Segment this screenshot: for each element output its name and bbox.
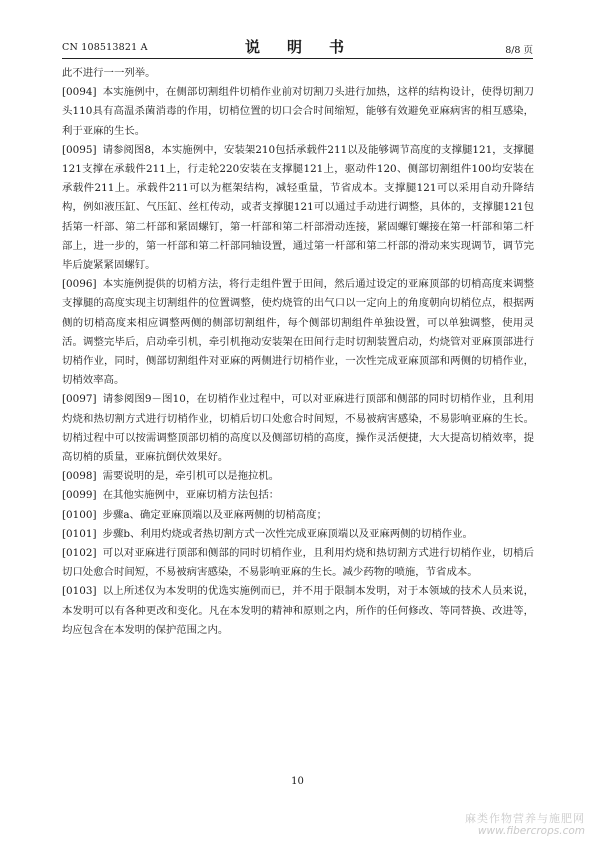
document-body — [62, 64, 534, 640]
paragraph-text: 本实施例中，在侧部切割组件切梢作业前对切割刀头进行加热，这样的结构设计，使得切割刀头110具有高温杀菌消毒的作用，切梢位置的切口会合时间缩短，能够有效避免亚麻病害的相互感染，利于亚麻的生长。 — [62, 86, 534, 137]
paragraph-text: 可以对亚麻进行顶部和侧部的同时切梢作业，且利用灼烧和热切割方式进行切梢作业，切梢后切口处愈合时间短，不易被病害感染，不易影响亚麻的生长。减少药物的喷施，节省成本。 — [62, 547, 534, 579]
page-reference: 8/8 页 — [505, 45, 533, 56]
paragraph-number: [0099] — [62, 489, 97, 502]
paragraph-0102 — [62, 544, 534, 582]
site-watermark — [447, 812, 585, 838]
paragraph-0101 — [62, 525, 534, 544]
publication-number: CN 108513821 A — [62, 42, 148, 53]
paragraph-text: 请参阅图8，本实施例中，安装架210包括承载件211以及能够调节高度的支撑腿121，支撑腿121支撑在承载件211上，行走轮220安装在支撑腿121上，驱动件120、侧部切割组件100均安装在承载件211上。承载件211可以为框架结构，减轻重量，节省成本。支撑腿121可以采用自动升降结构，例如液压缸、气压缸、丝杠传动，或者支撑腿121可以通过手动进行调整，具体的，支撑腿121包括第一杆部、第二杆部和紧固螺钉，第一杆部和第二杆部滑动连接，紧固螺钉螺接在第一杆部和第二杆部上，进一步的，第一杆部和第二杆部同轴设置，通过第一杆部和第二杆部的滑动来实现调节，调节完毕后旋紧紧固螺钉。 — [62, 143, 534, 272]
paragraph-0095 — [62, 141, 534, 275]
paragraph-continuation — [62, 64, 534, 83]
paragraph-text: 步骤a、确定亚麻顶端以及亚麻两侧的切梢高度； — [102, 508, 327, 521]
page-number: 10 — [291, 776, 304, 787]
paragraph-0100 — [62, 506, 534, 525]
paragraph-text: 此不进行一一列举。 — [62, 67, 156, 79]
paragraph-0096 — [62, 275, 534, 390]
paragraph-0099 — [62, 486, 534, 505]
document-title: 说 明 书 — [244, 38, 350, 56]
paragraph-number: [0101] — [62, 527, 97, 540]
page-header — [62, 34, 533, 59]
watermark-site-name: 麻类作物营养与施肥网 — [465, 812, 585, 825]
paragraph-text: 请参阅图9－图10，在切梢作业过程中，可以对亚麻进行顶部和侧部的同时切梢作业，且利用灼烧和热切割方式进行切梢作业，切梢后切口处愈合时间短，不易被病害感染，不易影响亚麻的生长。切梢过程中可以按需调整顶部切梢的高度以及侧部切梢的高度，操作灵活便捷，大大提高切梢效率，提高切梢的质量，亚麻抗倒伏效果好。 — [62, 393, 534, 464]
paragraph-text: 在其他实施例中，亚麻切梢方法包括： — [102, 489, 280, 502]
paragraph-text: 需要说明的是，牵引机可以是拖拉机。 — [102, 470, 280, 483]
paragraph-text: 本实施例提供的切梢方法，将行走组件置于田间，然后通过设定的亚麻顶部的切梢高度来调整支撑腿的高度实现主切割组件的位置调整，使灼烧管的出气口以一定向上的角度朝向切梢位点，根据两侧的切梢高度来相应调整两侧的侧部切割组件，每个侧部切割组件单独设置，可以单独调整，使用灵活。调整完毕后，启动牵引机，牵引机拖动安装架在田间行走时切割装置启动，灼烧管对亚麻顶部进行切梢作业，同时，侧部切割组件对亚麻的两侧进行切梢作业，一次性完成亚麻顶部和两侧的切梢作业，切梢效率高。 — [62, 278, 534, 387]
paragraph-number: [0103] — [62, 585, 97, 598]
watermark-url: www.fibercrops.com — [477, 825, 585, 837]
paragraph-text: 以上所述仅为本发明的优选实施例而已，并不用于限制本发明，对于本领域的技术人员来说，本发明可以有各种更改和变化。凡在本发明的精神和原则之内，所作的任何修改、等同替换、改进等，均应包含在本发明的保护范围之内。 — [62, 585, 534, 636]
paragraph-0097 — [62, 390, 534, 467]
paragraph-text: 步骤b、利用灼烧或者热切割方式一次性完成亚麻顶端以及亚麻两侧的切梢作业。 — [102, 527, 473, 540]
paragraph-number: [0097] — [62, 393, 97, 406]
paragraph-number: [0095] — [62, 143, 97, 156]
paragraph-number: [0094] — [62, 86, 97, 99]
paragraph-number: [0096] — [62, 278, 97, 291]
paragraph-0094 — [62, 83, 534, 141]
paragraph-number: [0098] — [62, 470, 97, 483]
paragraph-number: [0100] — [62, 508, 97, 521]
paragraph-0103 — [62, 582, 534, 640]
paragraph-0098 — [62, 467, 534, 486]
paragraph-number: [0102] — [62, 547, 97, 560]
